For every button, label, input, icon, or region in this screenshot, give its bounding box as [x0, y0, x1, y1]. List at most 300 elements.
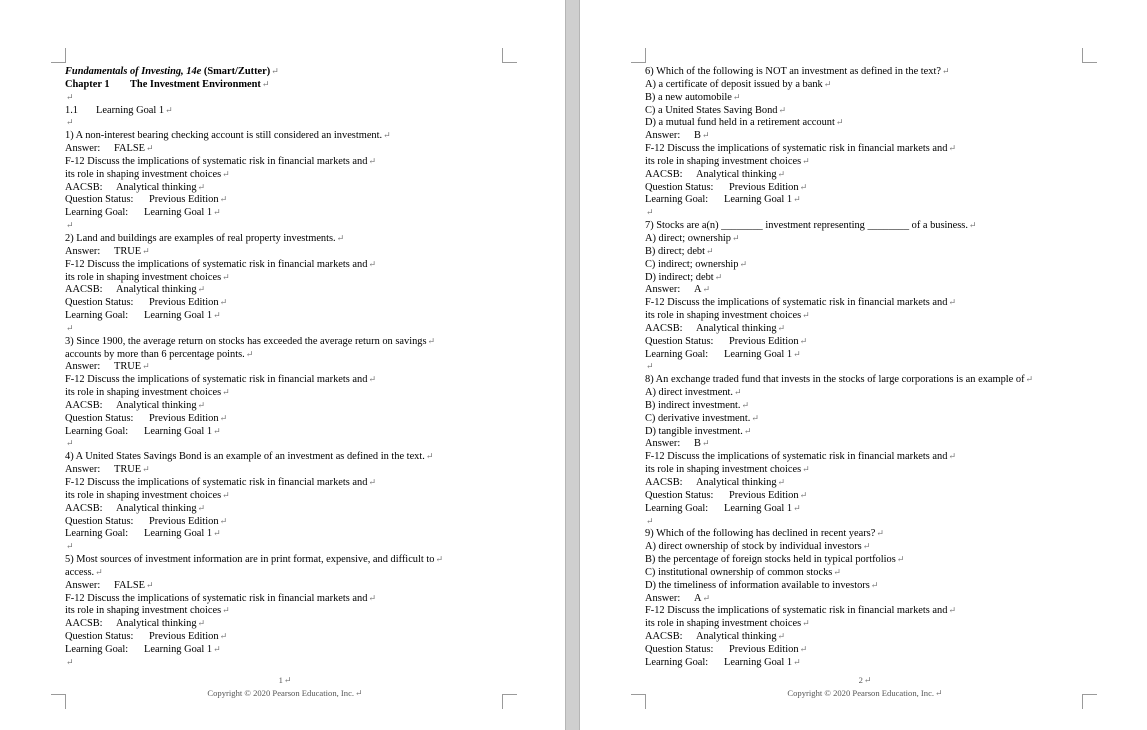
- answer-option-text: C) institutional ownership of common stocks: [645, 566, 833, 578]
- learning-outcome-text: F-12 Discuss the implications of systematic risk in financial markets and: [65, 155, 368, 167]
- learning-outcome-cont: [645, 463, 1085, 476]
- aacsb-line: [65, 502, 505, 515]
- question-stem-text: 1) A non-interest bearing checking account is still considered an investment.: [65, 130, 383, 142]
- question-status-line-value: Previous Edition: [729, 335, 799, 347]
- paragraph-mark: ↵: [66, 322, 74, 333]
- question-stem: [65, 553, 505, 566]
- paragraph-mark: ↵: [802, 464, 810, 475]
- paragraph-mark: ↵: [336, 232, 345, 243]
- learning-goal-line-value: Learning Goal 1: [144, 425, 213, 437]
- question-stem: [645, 65, 1085, 78]
- answer-line: [645, 592, 1085, 605]
- paragraph-mark: ↵: [66, 220, 74, 231]
- aacsb-line: [645, 630, 1085, 643]
- question-status-line-label: Question Status:: [645, 335, 714, 347]
- answer-option: [645, 540, 1085, 553]
- paragraph-mark: ↵: [142, 245, 150, 256]
- paragraph-mark: ↵: [142, 464, 150, 475]
- question-status-line: [65, 412, 505, 425]
- paragraph-mark: ↵: [368, 592, 376, 603]
- answer-line: [65, 463, 505, 476]
- question-status-line-label: Question Status:: [645, 643, 714, 655]
- answer-line-value: B: [694, 438, 701, 450]
- aacsb-line-value: Analytical thinking: [116, 399, 197, 411]
- paragraph-mark: ↵: [646, 361, 654, 372]
- aacsb-line-label: AACSB:: [65, 284, 103, 296]
- learning-outcome-cont: [65, 604, 505, 617]
- answer-line-label: Answer:: [65, 245, 101, 257]
- learning-outcome-cont: [645, 617, 1085, 630]
- answer-line-label: Answer:: [645, 284, 681, 296]
- paragraph-mark: ↵: [793, 348, 801, 359]
- paragraph-mark: ↵: [968, 220, 977, 231]
- paragraph-mark: ↵: [743, 425, 752, 436]
- answer-option: [645, 245, 1085, 258]
- answer-option-text: B) indirect investment.: [645, 399, 741, 411]
- paragraph-mark: ↵: [777, 168, 786, 179]
- question-status-line-value: Previous Edition: [149, 194, 219, 206]
- paragraph-mark: ↵: [948, 451, 956, 462]
- aacsb-line: [65, 617, 505, 630]
- learning-outcome-text: F-12 Discuss the implications of systematic risk in financial markets and: [645, 297, 948, 309]
- answer-option-text: A) direct ownership of stock by individual investors: [645, 541, 862, 553]
- question-status-line-value: Previous Edition: [149, 515, 219, 527]
- learning-outcome: [65, 592, 505, 605]
- empty-paragraph: [65, 219, 505, 232]
- learning-goal-line-value: Learning Goal 1: [724, 656, 793, 668]
- answer-option-text: A) direct; ownership: [645, 232, 731, 244]
- learning-outcome-cont: [645, 155, 1085, 168]
- corner-crop-mark: [51, 48, 66, 63]
- answer-option-text: B) direct; debt: [645, 245, 706, 257]
- answer-line-label: Answer:: [65, 143, 101, 155]
- question-stem: [65, 129, 505, 142]
- paragraph-mark: ↵: [732, 91, 741, 102]
- section-title: Learning Goal 1: [96, 104, 165, 116]
- paragraph-mark: ↵: [876, 528, 884, 539]
- question-stem: [645, 373, 1085, 386]
- paragraph-mark: ↵: [271, 66, 279, 76]
- learning-outcome-text: F-12 Discuss the implications of systematic risk in financial markets and: [645, 143, 948, 155]
- learning-goal-line: [65, 643, 505, 656]
- paragraph-mark: ↵: [751, 412, 759, 423]
- empty-paragraph: [65, 437, 505, 450]
- aacsb-line: [645, 476, 1085, 489]
- question-status-line: [65, 296, 505, 309]
- paragraph-mark: ↵: [219, 194, 228, 205]
- paragraph-mark: ↵: [799, 181, 808, 192]
- learning-goal-line: [645, 348, 1085, 361]
- paragraph-mark: ↵: [213, 207, 221, 218]
- answer-option: [645, 232, 1085, 245]
- aacsb-line: [65, 283, 505, 296]
- page-gutter: [565, 0, 580, 730]
- paragraph-mark: ↵: [222, 387, 230, 398]
- section-heading: [65, 104, 505, 117]
- paragraph-mark: ↵: [66, 117, 74, 128]
- answer-option-text: C) a United States Saving Bond: [645, 104, 778, 116]
- aacsb-line-label: AACSB:: [65, 181, 103, 193]
- learning-outcome-cont-text: its role in shaping investment choices: [645, 155, 802, 167]
- question-stem-text: 4) A United States Savings Bond is an example of an investment as defined in the text.: [65, 451, 425, 463]
- aacsb-line-value: Analytical thinking: [696, 477, 777, 488]
- paragraph-mark: ↵: [222, 605, 230, 616]
- learning-goal-line-label: Learning Goal:: [645, 502, 709, 514]
- answer-line-value: A: [694, 284, 702, 296]
- question-status-line-label: Question Status:: [645, 489, 714, 501]
- answer-line-label: Answer:: [65, 579, 101, 591]
- learning-outcome-cont-text: its role in shaping investment choices: [65, 489, 222, 501]
- paragraph-mark: ↵: [941, 66, 950, 76]
- question-stem-text: 9) Which of the following has declined in recent years?: [645, 528, 876, 540]
- empty-paragraph: [65, 91, 505, 104]
- answer-option-text: C) derivative investment.: [645, 412, 751, 424]
- paragraph-mark: ↵: [95, 566, 103, 577]
- question-status-line-label: Question Status:: [65, 515, 134, 527]
- paragraph-mark: ↵: [702, 284, 711, 295]
- answer-line-value: A: [694, 592, 702, 604]
- empty-paragraph: [65, 540, 505, 553]
- paragraph-mark: ↵: [799, 643, 808, 654]
- answer-line: [65, 360, 505, 373]
- paragraph-mark: ↵: [425, 451, 434, 462]
- question-stem: [65, 232, 505, 245]
- paragraph-mark: ↵: [862, 541, 871, 552]
- answer-option-text: B) the percentage of foreign stocks held in typical portfolios: [645, 554, 896, 566]
- answer-option: [645, 386, 1085, 399]
- question-status-line-value: Previous Edition: [149, 297, 219, 309]
- learning-outcome: [65, 373, 505, 386]
- paragraph-mark: ↵: [368, 258, 376, 269]
- answer-option-text: D) a mutual fund held in a retirement account: [645, 117, 835, 129]
- paragraph-mark: ↵: [245, 348, 254, 359]
- aacsb-line: [65, 399, 505, 412]
- answer-option: [645, 258, 1085, 271]
- paragraph-mark: ↵: [793, 502, 801, 513]
- answer-option: [645, 566, 1085, 579]
- corner-crop-mark: [631, 48, 646, 63]
- copyright-footer: Copyright © 2020 Pearson Education, Inc.↵: [787, 688, 943, 698]
- question-status-line: [65, 515, 505, 528]
- answer-option: [645, 412, 1085, 425]
- aacsb-line-label: AACSB:: [645, 168, 683, 180]
- paragraph-mark: ↵: [213, 425, 221, 436]
- answer-line-label: Answer:: [645, 438, 681, 450]
- learning-outcome: [645, 450, 1085, 463]
- question-status-line-value: Previous Edition: [729, 489, 799, 501]
- aacsb-line-value: Analytical thinking: [696, 168, 777, 180]
- answer-line: [645, 129, 1085, 142]
- answer-line: [65, 245, 505, 258]
- learning-goal-line-value: Learning Goal 1: [144, 207, 213, 219]
- paragraph-mark: ↵: [802, 310, 810, 321]
- paragraph-mark: ↵: [213, 528, 221, 539]
- answer-option: [645, 553, 1085, 566]
- learning-goal-line-label: Learning Goal:: [645, 194, 709, 206]
- page-1-body[interactable]: [65, 65, 505, 669]
- aacsb-line-value: Analytical thinking: [696, 322, 777, 334]
- question-status-line-label: Question Status:: [65, 631, 134, 643]
- aacsb-line-label: AACSB:: [65, 502, 103, 514]
- question-stem: [645, 219, 1085, 232]
- answer-option: [645, 399, 1085, 412]
- paragraph-mark: ↵: [734, 387, 742, 398]
- answer-line-value: FALSE: [114, 143, 145, 155]
- learning-goal-line: [645, 193, 1085, 206]
- paragraph-mark: ↵: [948, 605, 956, 616]
- paragraph-mark: ↵: [222, 271, 230, 282]
- aacsb-line-label: AACSB:: [645, 322, 683, 334]
- learning-outcome-cont: [65, 271, 505, 284]
- learning-goal-line-value: Learning Goal 1: [144, 310, 213, 322]
- learning-outcome-cont-text: its role in shaping investment choices: [65, 605, 222, 617]
- learning-outcome: [645, 142, 1085, 155]
- corner-crop-mark: [51, 694, 66, 709]
- answer-option: [645, 104, 1085, 117]
- paragraph-mark: ↵: [213, 310, 221, 321]
- learning-goal-line-label: Learning Goal:: [645, 348, 709, 360]
- question-status-line-value: Previous Edition: [729, 181, 799, 193]
- answer-line-label: Answer:: [645, 592, 681, 604]
- paragraph-mark: ↵: [948, 297, 956, 308]
- paragraph-mark: ↵: [799, 335, 808, 346]
- paragraph-mark: ↵: [213, 643, 221, 654]
- answer-line: [65, 142, 505, 155]
- paragraph-mark: ↵: [646, 207, 654, 218]
- question-status-line: [65, 193, 505, 206]
- learning-goal-line-label: Learning Goal:: [65, 643, 129, 655]
- paragraph-mark: ↵: [66, 656, 74, 667]
- aacsb-line-label: AACSB:: [65, 399, 103, 411]
- paragraph-mark: ↵: [777, 477, 786, 487]
- answer-line-value: FALSE: [114, 579, 145, 591]
- paragraph-mark: ↵: [383, 130, 391, 141]
- learning-goal-line-value: Learning Goal 1: [724, 348, 793, 360]
- question-stem: [65, 335, 505, 348]
- answer-line: [65, 579, 505, 592]
- question-stem-text: 7) Stocks are a(n) ________ investment representing ________ of a business.: [645, 220, 968, 232]
- learning-outcome-text: F-12 Discuss the implications of systematic risk in financial markets and: [65, 477, 368, 488]
- answer-option-text: A) a certificate of deposit issued by a bank: [645, 78, 823, 90]
- paragraph-mark: ↵: [732, 232, 740, 243]
- question-stem-text: 5) Most sources of investment information are in print format, expensive, and difficult to: [65, 554, 435, 566]
- empty-paragraph: [645, 515, 1085, 528]
- learning-goal-line: [645, 502, 1085, 515]
- learning-goal-line-label: Learning Goal:: [65, 528, 129, 540]
- paragraph-mark: ↵: [702, 592, 711, 603]
- aacsb-line-value: Analytical thinking: [116, 284, 197, 296]
- learning-outcome-cont-text: its role in shaping investment choices: [65, 271, 222, 283]
- book-title-line: [65, 65, 505, 78]
- paragraph-mark: ↵: [222, 489, 230, 500]
- page-number: 1↵: [278, 675, 292, 685]
- chapter-label: Chapter 1: [65, 78, 110, 90]
- aacsb-line: [65, 181, 505, 194]
- paragraph-mark: ↵: [778, 104, 787, 115]
- answer-line-value: TRUE: [114, 245, 142, 257]
- paragraph-mark: ↵: [793, 656, 801, 667]
- learning-outcome-cont-text: its role in shaping investment choices: [645, 618, 802, 630]
- paragraph-mark: ↵: [197, 181, 206, 192]
- aacsb-line-label: AACSB:: [65, 618, 103, 630]
- paragraph-mark: ↵: [802, 155, 810, 166]
- learning-outcome-cont: [645, 309, 1085, 322]
- learning-goal-line-value: Learning Goal 1: [724, 502, 793, 514]
- question-status-line: [645, 489, 1085, 502]
- book-title: Fundamentals of Investing, 14e: [65, 66, 202, 77]
- answer-option: [645, 116, 1085, 129]
- learning-goal-line-label: Learning Goal:: [645, 656, 709, 668]
- answer-option: [645, 91, 1085, 104]
- question-stem-text: 6) Which of the following is NOT an investment as defined in the text?: [645, 66, 941, 77]
- paragraph-mark: ↵: [701, 438, 710, 449]
- paragraph-mark: ↵: [219, 412, 228, 423]
- answer-line-label: Answer:: [65, 361, 101, 373]
- paragraph-mark: ↵: [66, 541, 74, 552]
- paragraph-mark: ↵: [793, 194, 801, 205]
- paragraph-mark: ↵: [219, 515, 228, 526]
- question-stem-text: accounts by more than 6 percentage points.: [65, 348, 245, 360]
- question-stem: [645, 527, 1085, 540]
- learning-outcome: [645, 604, 1085, 617]
- paragraph-mark: ↵: [145, 579, 154, 590]
- document-page-1: [0, 0, 565, 730]
- question-status-line-label: Question Status:: [65, 297, 134, 309]
- question-stem-text: 8) An exchange traded fund that invests in the stocks of large corporations is an example of: [645, 374, 1025, 386]
- learning-outcome-cont: [65, 386, 505, 399]
- learning-goal-line: [65, 527, 505, 540]
- learning-outcome-text: F-12 Discuss the implications of systematic risk in financial markets and: [65, 592, 368, 604]
- aacsb-line-label: AACSB:: [645, 477, 683, 488]
- paragraph-mark: ↵: [165, 104, 173, 115]
- learning-goal-line-label: Learning Goal:: [65, 425, 129, 437]
- learning-goal-line-value: Learning Goal 1: [144, 643, 213, 655]
- learning-outcome-cont: [65, 168, 505, 181]
- paragraph-mark: ↵: [219, 631, 228, 642]
- paragraph-mark: ↵: [145, 143, 154, 154]
- section-number: 1.1: [65, 104, 78, 116]
- aacsb-line: [645, 168, 1085, 181]
- chapter-title: The Investment Environment: [130, 78, 261, 90]
- paragraph-mark: ↵: [646, 515, 654, 526]
- question-status-line-label: Question Status:: [645, 181, 714, 193]
- question-status-line-label: Question Status:: [65, 412, 134, 424]
- question-stem: [65, 566, 505, 579]
- paragraph-mark: ↵: [802, 618, 810, 629]
- learning-outcome-cont-text: its role in shaping investment choices: [645, 464, 802, 476]
- paragraph-mark: ↵: [833, 566, 841, 577]
- aacsb-line-value: Analytical thinking: [116, 181, 197, 193]
- empty-paragraph: [65, 322, 505, 335]
- answer-option-text: C) indirect; ownership: [645, 258, 739, 270]
- paragraph-mark: ↵: [197, 502, 206, 513]
- answer-option-text: D) indirect; debt: [645, 271, 714, 283]
- question-status-line: [65, 630, 505, 643]
- aacsb-line-value: Analytical thinking: [116, 502, 197, 514]
- question-status-line-value: Previous Edition: [149, 631, 219, 643]
- aacsb-line-value: Analytical thinking: [116, 618, 197, 630]
- paragraph-mark: ↵: [197, 284, 206, 295]
- paragraph-mark: ↵: [948, 143, 956, 154]
- paragraph-mark: ↵: [741, 399, 750, 410]
- question-stem: [65, 450, 505, 463]
- question-status-line-label: Question Status:: [65, 194, 134, 206]
- aacsb-line: [645, 322, 1085, 335]
- question-status-line: [645, 643, 1085, 656]
- answer-line-label: Answer:: [65, 464, 101, 476]
- empty-paragraph: [65, 656, 505, 669]
- paragraph-mark: ↵: [1025, 374, 1034, 385]
- answer-option-text: A) direct investment.: [645, 387, 734, 399]
- question-status-line-value: Previous Edition: [149, 412, 219, 424]
- paragraph-mark: ↵: [66, 438, 74, 449]
- paragraph-mark: ↵: [219, 297, 228, 308]
- answer-line: [645, 437, 1085, 450]
- learning-outcome-text: F-12 Discuss the implications of systematic risk in financial markets and: [645, 451, 948, 463]
- paragraph-mark: ↵: [222, 168, 230, 179]
- paragraph-mark: ↵: [66, 91, 74, 102]
- answer-option-text: D) the timeliness of information available to investors: [645, 579, 870, 591]
- answer-line-value: TRUE: [114, 464, 142, 476]
- page-number: 2↵: [858, 675, 872, 685]
- question-status-line-value: Previous Edition: [729, 643, 799, 655]
- paragraph-mark: ↵: [714, 271, 723, 282]
- paragraph-mark: ↵: [896, 554, 905, 565]
- learning-outcome-cont: [65, 489, 505, 502]
- question-stem-text: 2) Land and buildings are examples of real property investments.: [65, 232, 336, 244]
- answer-option: [645, 425, 1085, 438]
- paragraph-mark: ↵: [777, 322, 786, 333]
- paragraph-mark: ↵: [427, 335, 436, 346]
- learning-goal-line: [65, 309, 505, 322]
- learning-goal-line: [645, 656, 1085, 669]
- learning-outcome-cont-text: its role in shaping investment choices: [645, 310, 802, 322]
- answer-option-text: D) tangible investment.: [645, 425, 743, 437]
- chapter-line: [65, 78, 505, 91]
- learning-goal-line-label: Learning Goal:: [65, 310, 129, 322]
- learning-outcome: [645, 296, 1085, 309]
- paragraph-mark: ↵: [368, 374, 376, 385]
- paragraph-mark: ↵: [197, 399, 206, 410]
- learning-outcome: [65, 155, 505, 168]
- learning-goal-line: [65, 425, 505, 438]
- learning-outcome: [65, 476, 505, 489]
- empty-paragraph: [645, 360, 1085, 373]
- paragraph-mark: ↵: [197, 618, 206, 629]
- page-2-body[interactable]: [645, 65, 1085, 669]
- copyright-footer: Copyright © 2020 Pearson Education, Inc.↵: [207, 688, 363, 698]
- empty-paragraph: [645, 206, 1085, 219]
- aacsb-line-value: Analytical thinking: [696, 631, 777, 643]
- empty-paragraph: [65, 116, 505, 129]
- answer-option: [645, 579, 1085, 592]
- paragraph-mark: ↵: [870, 579, 879, 590]
- question-status-line: [645, 181, 1085, 194]
- paragraph-mark: ↵: [739, 258, 748, 269]
- learning-goal-line-label: Learning Goal:: [65, 207, 129, 219]
- corner-crop-mark: [502, 48, 517, 63]
- learning-outcome-cont-text: its role in shaping investment choices: [65, 168, 222, 180]
- answer-option: [645, 271, 1085, 284]
- paragraph-mark: ↵: [799, 489, 808, 500]
- learning-outcome-cont-text: its role in shaping investment choices: [65, 387, 222, 399]
- learning-goal-line: [65, 206, 505, 219]
- document-page-2: [580, 0, 1145, 730]
- paragraph-mark: ↵: [701, 130, 710, 141]
- paragraph-mark: ↵: [706, 245, 714, 256]
- aacsb-line-label: AACSB:: [645, 631, 683, 643]
- paragraph-mark: ↵: [835, 117, 844, 128]
